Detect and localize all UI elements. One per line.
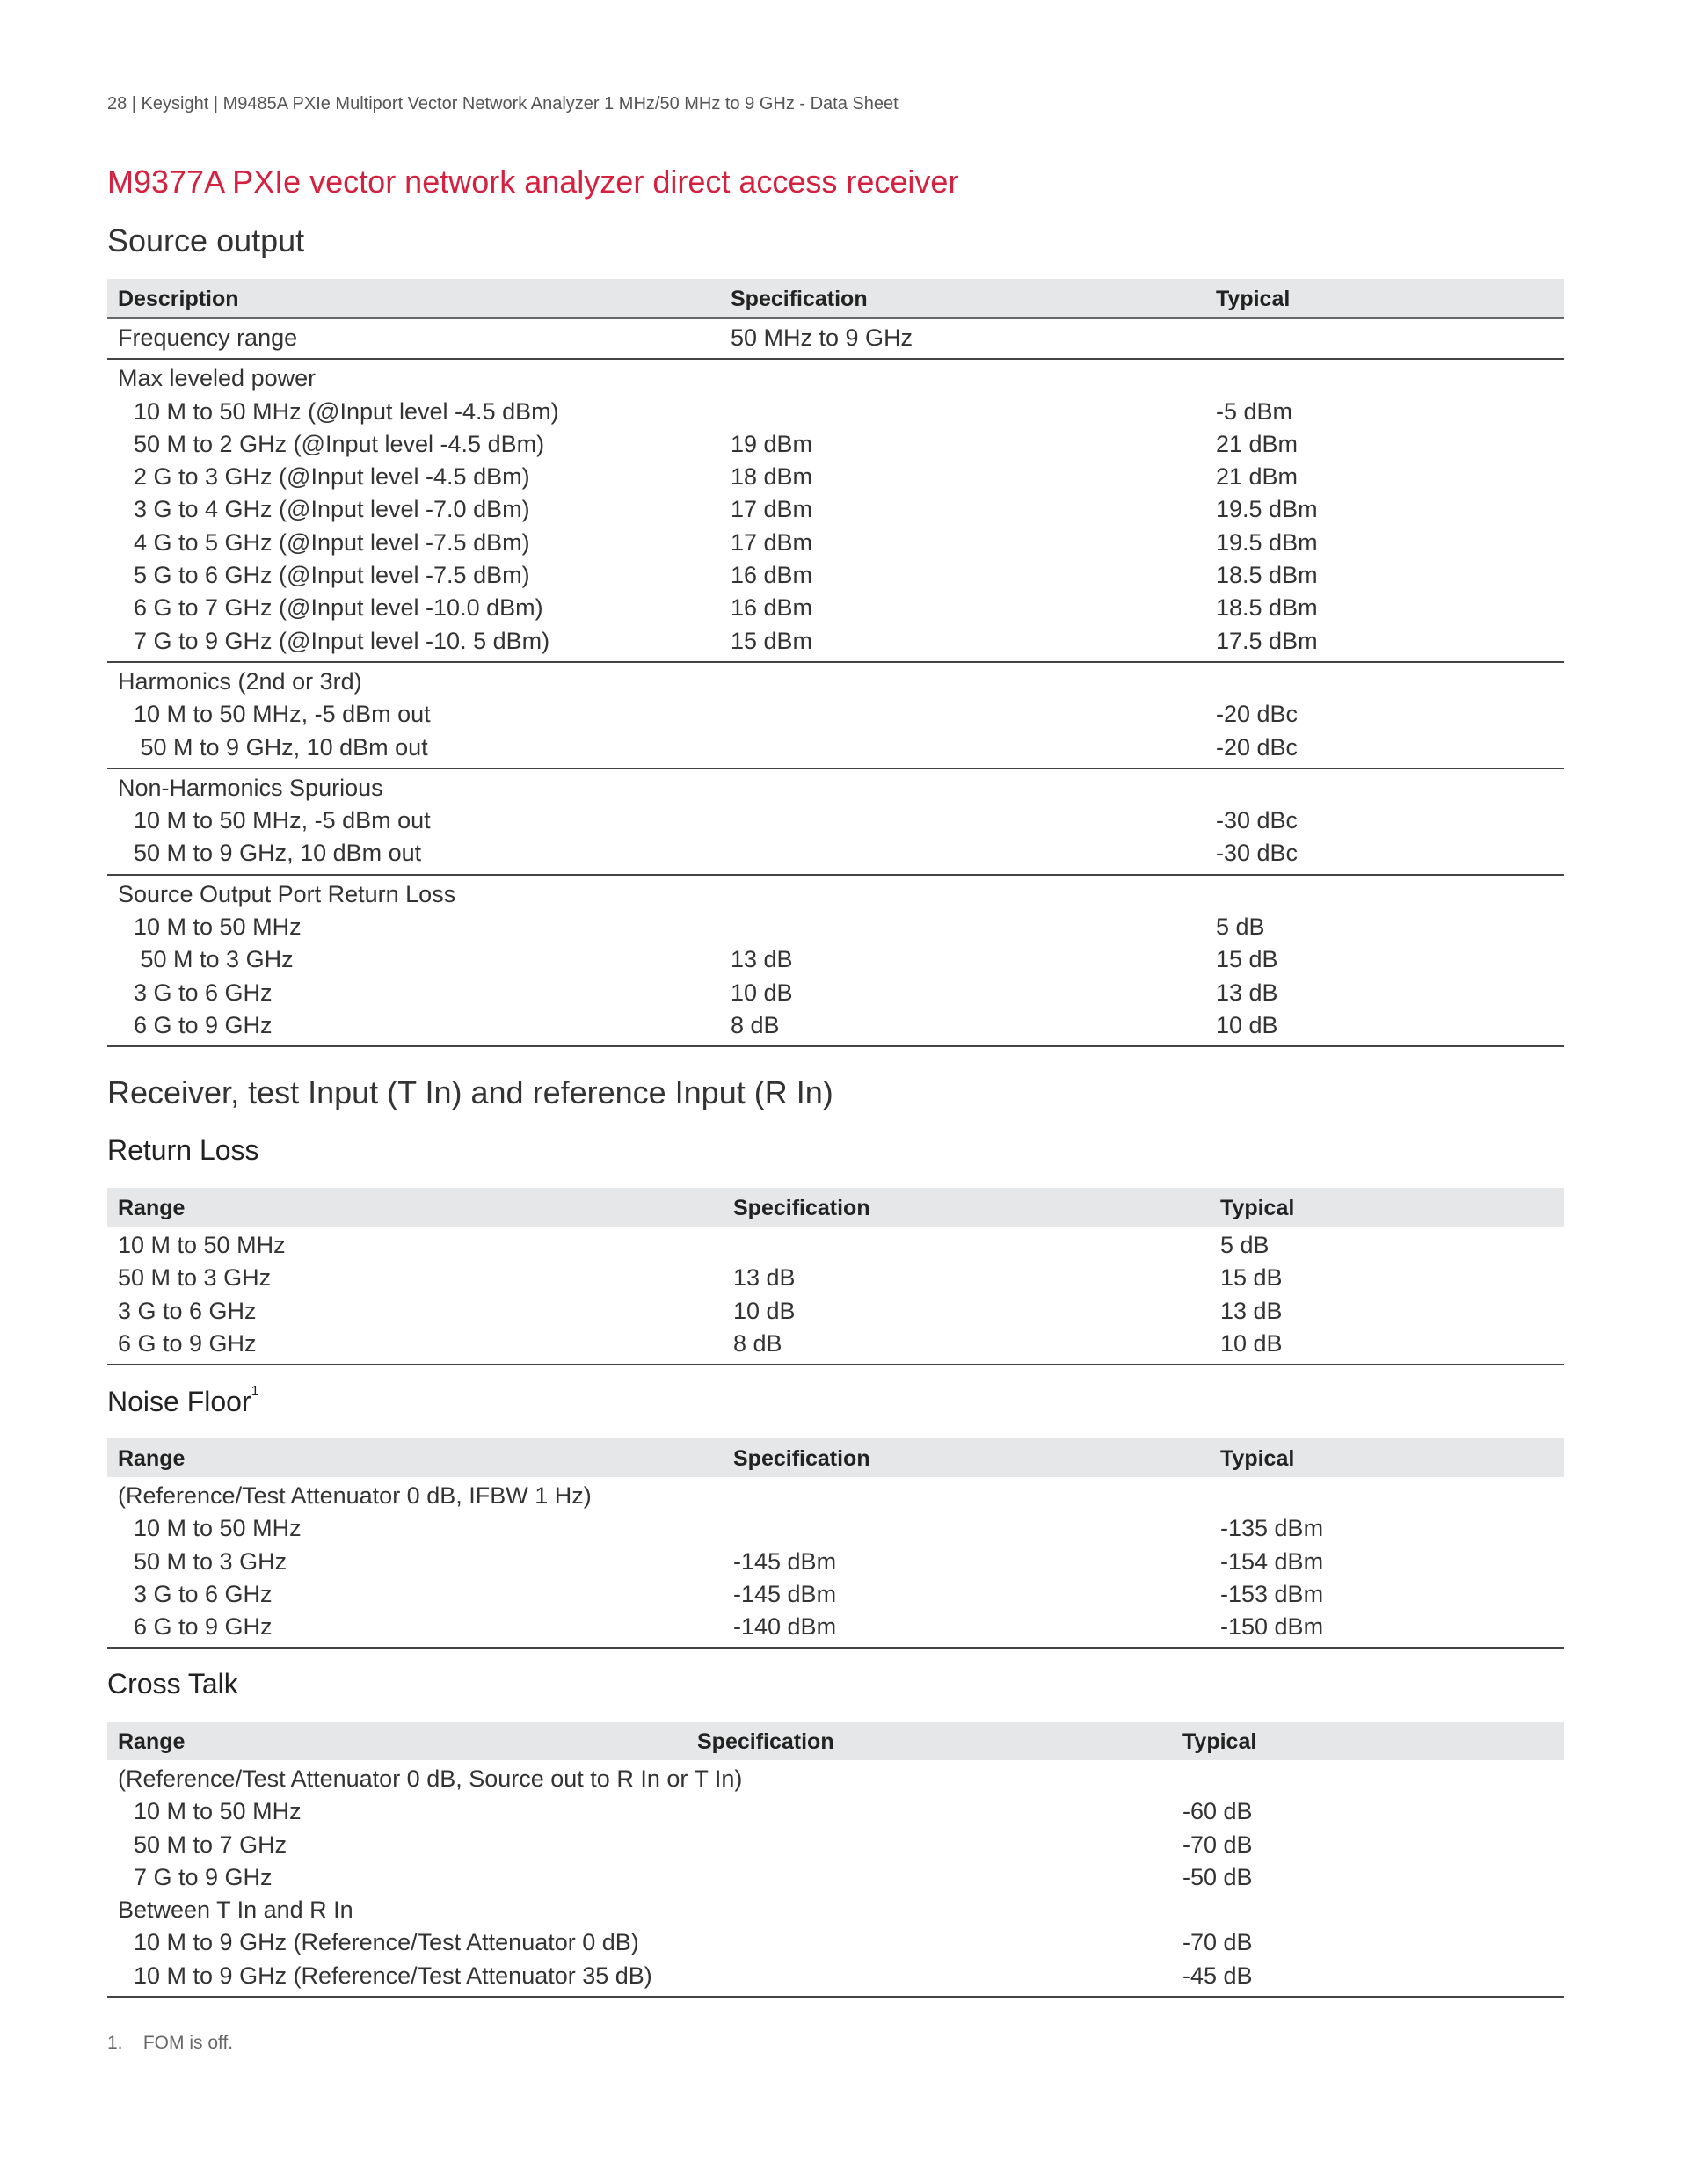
cross-talk-table: [107, 1722, 1564, 1998]
table-row: [107, 1328, 1564, 1360]
row-label: 10 M to 9 GHz (Reference/Test Attenuator 0 dB): [134, 1929, 639, 1956]
spec-value: 50 MHz to 9 GHz: [731, 324, 913, 351]
section-heading-receiver: Receiver, test Input (T In) and reference Input (R In): [107, 1074, 833, 1110]
table-header: [107, 1188, 1564, 1227]
table-row: [107, 698, 1564, 731]
typical-value: 21 dBm: [1216, 463, 1299, 491]
column-header: Description: [118, 287, 239, 311]
typical-value: -30 dBc: [1216, 840, 1299, 867]
typical-value: -150 dBm: [1220, 1613, 1324, 1641]
page-title: M9377A PXIe vector network analyzer direct access receiver: [107, 164, 959, 200]
table-row-group: [107, 1227, 1564, 1365]
row-label: 10 M to 50 MHz, -5 dBm out: [134, 807, 431, 834]
row-label: 3 G to 6 GHz: [134, 979, 273, 1006]
column-header: Specification: [733, 1196, 870, 1220]
row-label: 50 M to 7 GHz: [134, 1831, 287, 1858]
spec-value: 13 dB: [733, 1264, 796, 1292]
spec-value: 10 dB: [733, 1297, 796, 1324]
typical-value: 19.5 dBm: [1216, 528, 1318, 556]
footnote: 1. FOM is off.: [107, 2033, 234, 2053]
subheading-return-loss: Return Loss: [107, 1134, 259, 1166]
table-row: [107, 461, 1564, 493]
table-row: [107, 1926, 1564, 1959]
table-row: [107, 943, 1564, 976]
table-row-group: [107, 1477, 1564, 1649]
return-loss-table: [107, 1188, 1564, 1365]
row-label: 10 M to 9 GHz (Reference/Test Attenuator 35 dB): [134, 1962, 652, 1989]
row-label: Non-Harmonics Spurious: [118, 774, 383, 801]
table-row: [107, 1795, 1564, 1828]
row-label: 4 G to 5 GHz (@Input level -7.5 dBm): [134, 528, 530, 556]
table-row-group: [107, 663, 1564, 769]
row-label: Frequency range: [118, 324, 298, 351]
row-label: 10 M to 50 MHz: [134, 1515, 302, 1542]
row-label: 10 M to 50 MHz: [134, 914, 302, 941]
table-row-group: [107, 1760, 1564, 1998]
typical-value: -153 dBm: [1220, 1580, 1324, 1607]
table-header: [107, 279, 1564, 319]
row-label: 6 G to 7 GHz (@Input level -10.0 dBm): [134, 594, 543, 622]
table-row: [107, 1009, 1564, 1042]
table-row: [107, 1960, 1564, 1992]
typical-value: -30 dBc: [1216, 807, 1299, 834]
typical-value: -70 dB: [1182, 1831, 1253, 1858]
spec-value: -145 dBm: [733, 1547, 837, 1575]
column-header: Specification: [731, 287, 868, 311]
table-row: [107, 1480, 1564, 1512]
row-label: 3 G to 6 GHz: [134, 1580, 273, 1607]
row-label: 50 M to 3 GHz: [134, 1547, 287, 1575]
table-row: [107, 1546, 1564, 1578]
footnote-ref: 1: [251, 1384, 259, 1399]
row-label: 50 M to 2 GHz (@Input level -4.5 dBm): [134, 430, 545, 457]
column-header: Range: [118, 1446, 186, 1471]
table-row: [107, 1262, 1564, 1294]
typical-value: 13 dB: [1216, 979, 1278, 1006]
table-row: [107, 527, 1564, 559]
table-row: [107, 977, 1564, 1009]
row-label: 10 M to 50 MHz, -5 dBm out: [134, 701, 431, 728]
row-label: 3 G to 6 GHz: [118, 1297, 257, 1324]
table-row: [107, 362, 1564, 395]
row-label: 6 G to 9 GHz: [134, 1011, 273, 1038]
row-label: Source Output Port Return Loss: [118, 880, 456, 907]
typical-value: 15 dB: [1220, 1264, 1283, 1292]
spec-value: 13 dB: [731, 946, 793, 973]
typical-value: -20 dBc: [1216, 733, 1299, 761]
typical-value: 5 dB: [1216, 914, 1265, 941]
table-row: [107, 911, 1564, 943]
typical-value: -50 dB: [1182, 1863, 1253, 1890]
column-header: Specification: [733, 1446, 870, 1471]
row-label: 50 M to 3 GHz: [134, 946, 294, 973]
spec-value: 17 dBm: [731, 528, 813, 556]
typical-value: 21 dBm: [1216, 430, 1299, 457]
table-row: [107, 837, 1564, 870]
row-label: 7 G to 9 GHz (@Input level -10. 5 dBm): [134, 627, 550, 654]
section-heading-source-output: Source output: [107, 222, 305, 258]
subheading-noise-floor: [107, 1386, 259, 1418]
typical-value: 17.5 dBm: [1216, 627, 1318, 654]
table-row: [107, 493, 1564, 526]
spec-value: 10 dB: [731, 979, 793, 1006]
row-label: Harmonics (2nd or 3rd): [118, 667, 362, 695]
typical-value: -70 dB: [1182, 1929, 1253, 1956]
column-header: Range: [118, 1196, 186, 1220]
row-label: 10 M to 50 MHz: [118, 1232, 286, 1258]
table-row: [107, 1894, 1564, 1926]
typical-value: 10 dB: [1220, 1329, 1283, 1357]
spec-value: -145 dBm: [733, 1580, 837, 1607]
table-header: [107, 1722, 1564, 1760]
spec-value: 19 dBm: [731, 430, 813, 457]
row-label: Between T In and R In: [118, 1896, 353, 1924]
column-header: Typical: [1220, 1446, 1295, 1471]
typical-value: -5 dBm: [1216, 397, 1293, 425]
typical-value: 15 dB: [1216, 946, 1278, 973]
table-row: [107, 1829, 1564, 1861]
row-label: 6 G to 9 GHz: [134, 1613, 273, 1641]
table-row-group: [107, 769, 1564, 876]
table-row: [107, 1763, 1564, 1795]
column-header: Range: [118, 1729, 186, 1754]
row-label: 2 G to 3 GHz (@Input level -4.5 dBm): [134, 463, 530, 491]
column-header: Specification: [697, 1729, 834, 1754]
row-label: 50 M to 9 GHz, 10 dBm out: [134, 840, 422, 867]
typical-value: 10 dB: [1216, 1011, 1278, 1038]
noise-floor-label: Noise Floor: [107, 1386, 251, 1417]
table-row: [107, 1611, 1564, 1643]
spec-value: -140 dBm: [733, 1613, 837, 1641]
column-header: Typical: [1216, 287, 1291, 311]
table-row: [107, 322, 1564, 354]
noise-floor-table: [107, 1438, 1564, 1649]
spec-value: 8 dB: [731, 1011, 780, 1038]
table-row: [107, 1229, 1564, 1262]
running-header: 28 | Keysight | M9485A PXIe Multiport Vector Network Analyzer 1 MHz/50 MHz to 9 GHz - Data Sheet: [107, 94, 899, 113]
spec-value: 15 dBm: [731, 627, 813, 654]
table-row: [107, 666, 1564, 698]
row-label: 7 G to 9 GHz: [134, 1863, 273, 1890]
row-label: 50 M to 9 GHz, 10 dBm out: [134, 733, 428, 761]
typical-value: 13 dB: [1220, 1297, 1283, 1324]
table-row: [107, 428, 1564, 461]
typical-value: -135 dBm: [1220, 1515, 1324, 1542]
typical-value: -60 dB: [1182, 1798, 1253, 1825]
typical-value: 18.5 dBm: [1216, 562, 1318, 589]
table-row: [107, 625, 1564, 658]
row-label: (Reference/Test Attenuator 0 dB, Source out to R In or T In): [118, 1765, 743, 1792]
table-row: [107, 878, 1564, 911]
row-label: 6 G to 9 GHz: [118, 1329, 257, 1357]
column-header: Typical: [1182, 1729, 1257, 1754]
table-row: [107, 1295, 1564, 1328]
table-row-group: [107, 360, 1564, 663]
column-header: Typical: [1220, 1196, 1295, 1220]
spec-value: 8 dB: [733, 1329, 782, 1357]
table-row: [107, 1512, 1564, 1545]
table-header: [107, 1438, 1564, 1477]
typical-value: -20 dBc: [1216, 701, 1299, 728]
typical-value: 5 dB: [1220, 1232, 1270, 1258]
spec-value: 17 dBm: [731, 496, 813, 523]
table-row: [107, 396, 1564, 428]
row-label: Max leveled power: [118, 365, 316, 392]
table-row: [107, 732, 1564, 764]
table-row: [107, 592, 1564, 624]
source-output-table: [107, 279, 1564, 1047]
table-row-group: [107, 319, 1564, 360]
typical-value: 18.5 dBm: [1216, 594, 1318, 622]
table-row-group: [107, 876, 1564, 1047]
table-row: [107, 772, 1564, 804]
spec-value: 16 dBm: [731, 562, 813, 589]
typical-value: -45 dB: [1182, 1962, 1253, 1989]
spec-value: 16 dBm: [731, 594, 813, 622]
row-label: 10 M to 50 MHz: [134, 1798, 302, 1825]
typical-value: -154 dBm: [1220, 1547, 1324, 1575]
row-label: 50 M to 3 GHz: [118, 1264, 272, 1292]
table-row: [107, 1578, 1564, 1611]
row-label: 10 M to 50 MHz (@Input level -4.5 dBm): [134, 397, 559, 425]
table-row: [107, 804, 1564, 837]
row-label: (Reference/Test Attenuator 0 dB, IFBW 1 Hz): [118, 1482, 592, 1509]
subheading-cross-talk: Cross Talk: [107, 1668, 238, 1700]
row-label: 5 G to 6 GHz (@Input level -7.5 dBm): [134, 562, 530, 589]
spec-value: 18 dBm: [731, 463, 813, 491]
table-row: [107, 559, 1564, 592]
table-row: [107, 1861, 1564, 1894]
typical-value: 19.5 dBm: [1216, 496, 1318, 523]
row-label: 3 G to 4 GHz (@Input level -7.0 dBm): [134, 496, 530, 523]
